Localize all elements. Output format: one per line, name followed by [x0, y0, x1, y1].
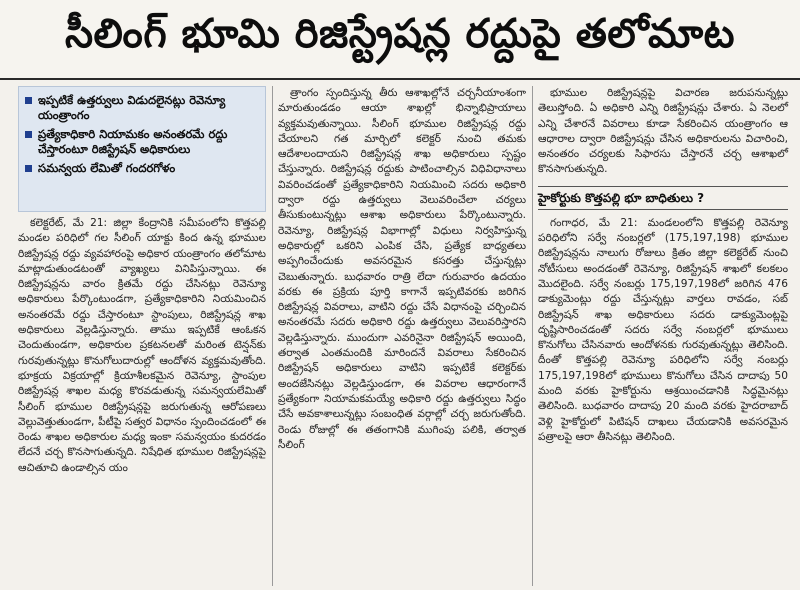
bullet-square-icon	[25, 165, 32, 172]
bullet-square-icon	[25, 131, 32, 138]
article-paragraph: భూముల రిజిస్ట్రేషన్లపై విచారణ జరుపనున్నట్లు తెలుస్తోంది. ఏ అధికారి ఎన్ని రిజిస్ట్రేషన్లు చేశారు. ఏ నెలలో ఎన్ని చేశారనే వివరాలు కూడా సేకరించిన యంత్రాంగం ఆ ఆధారాల ద్వారా రిజిస్ట్రేషన్లు చేసిన అధికారులను విచారించి, అనంతరం చర్యలకు సిఫారసు చేస్తారనే చర్చ ఆశాఖలో కొనసాగుతున్నది.	[538, 87, 788, 176]
highlight-text: ప్రత్యేకాధికారి నియామకం అనంతరమే రద్దు చేస్తారంటూ రిజిస్ట్రేషన్ అధికారులు	[38, 127, 228, 156]
bullet-square-icon	[25, 97, 32, 104]
article-column-1	[18, 216, 266, 586]
article-column-3	[538, 86, 788, 586]
sub-headline: హైకోర్టుకు కొత్తపల్లి భూ బాధితులు ?	[538, 186, 788, 210]
highlight-item	[25, 93, 259, 123]
article-paragraph: కలెక్టరేట్, మే 21: జిల్లా కేంద్రానికి సమీపంలోని కొత్తపల్లి మండల పరిధిలో గల సీలింగ్ యాక్టు కింద ఉన్న భూముల రిజిస్ట్రేషన్ల రద్దు వ్యవహారంపై అధికార యంత్రాంగం తలోమాట మాట్లాడుతుండటంతో వ్యాఖ్యలు వినిపిస్తున్నాయి. ఈ రిజిస్ట్రేషన్లను వారం క్రితమే రద్దు చేసినట్లు రెవెన్యూ అధికారులు పేర్కొంటుండగా, ప్రత్యేకాధికారిని నియమించిన అనంతరమే రద్దు చేస్తారంటూ స్టాంపులు, రిజిస్ట్రేషన్ల శాఖ అధికారులు వెల్లడిస్తున్నారు. తాము ఇప్పటికే ఆంఓకన చెందుతుండగా, అధికారుల ప్రకటనలతో మరింత టెన్షన్‌కు గురవుతున్నట్లు కొనుగోలుదారుల్లో ఆందోళన వ్యక్తమవుతోంది. భూక్రయ విక్రయాల్లో క్రియాశీలకమైన రెవెన్యూ, స్టాంపుల రిజిస్ట్రేషన్ల శాఖల మధ్య కొరవడుతున్న సమన్వయలేమితో సీలింగ్ భూముల రిజిస్ట్రేషన్లపై జరుగుతున్న ఆరోపణలు వెల్లువెత్తుతుండగా, పీటీపై సత్వర విధానం స్పందించడంలో ఈ రెండు శాఖల అధికారుల మధ్య ఇంకా సమన్వయం కుదరడం లేదనే చర్చ కొనసాగుతున్నది. నిషేధిత భూముల రిజిస్ట్రేషన్లపై ఆచితూచి ఉండాల్సిన యం	[18, 217, 266, 474]
column-divider	[532, 86, 533, 586]
highlight-item	[25, 161, 259, 176]
highlight-item	[25, 127, 259, 157]
highlight-text: సమన్వయ లేమితో గందరగోళం	[38, 161, 176, 175]
article-paragraph: గంగాధర, మే 21: మండలంలోని కొత్తపల్లి రెవెన్యూ పరిధిలోని సర్వే నంబర్లలో (175,197,198) భూముల రిజిస్ట్రేషన్లను నాలుగు రోజులు క్రితం జిల్లా కలెక్టరేట్ నుంచి నోటీసులు అందడంతో రెవెన్యూ, రిజిస్ట్రేషన్ శాఖలో కలకలం మొదలైంది. సర్వే నంబర్లు 175,197,198లో జరిగిన 476 డాక్యుమెంట్లు రద్దు చేస్తున్నట్లు వార్తలు రావడం, సబ్ రిజిస్ట్రేషన్ శాఖ అధికారులు సదరు డాక్యుమెంట్లపై దృష్టిసారించడంతో సదరు సర్వే నంబర్లలో భూములు కొనుగోలు చేసినవారు ఆందోళనకు గురవుతున్నట్లు తెలిసింది. దీంతో కొత్తపల్లి రెవెన్యూ పరిధిలోని సర్వే నంబర్లు 175,197,198లో భూములు కొనుగోలు చేసిన దాదాపు 50 మంది వరకు హైకోర్టును ఆశ్రయించడానికి సిద్ధమైనట్లు తెలిసింది. బుధవారం దాదాపు 20 మంది వరకు హైదరాబాద్ వెళ్లి హైకోర్టులో పిటిషన్ దాఖలు చేయడానికి అవసరమైన పత్రాలపై ఆరా తీసినట్లు తెలిసింది.	[538, 216, 788, 443]
headline: సీలింగ్ భూమి రిజిస్ట్రేషన్ల రద్దుపై తలోమాట	[0, 0, 800, 80]
column-divider	[272, 86, 273, 586]
highlight-text: ఇప్పటికే ఉత్తర్వులు విడుదలైనట్లు రెవెన్యూ యంత్రాంగం	[38, 93, 226, 122]
highlights-box	[18, 86, 266, 212]
article-paragraph: త్రాంగం స్పందిస్తున్న తీరు ఆశాఖల్లోనే చర్చనీయాంశంగా మారుతుండడం ఆయా శాఖల్లో భిన్నాభిప్రాయాలు వ్యక్తమవుతున్నాయి. సీలింగ్ భూముల రిజిస్ట్రేషన్ల రద్దు చేయాలని గత మార్చిలో కలెక్టర్ నుంచి తమకు ఆదేశాలందాయని రిజిస్ట్రేషన్ల శాఖ అధికారులు స్పష్టం చేస్తున్నారు. రిజిస్ట్రేషన్ల రద్దుకు పాటించాల్సిన విధివిధానాలు వివరించడంతో ప్రత్యేకాధికారిని నియమించి సదరు అధికారి ద్వారా రద్దు ఉత్తర్వులు వెలువరించేలా చర్యలు తీసుకుంటున్నట్లు ఆశాఖ అధికారులు పేర్కొంటున్నారు. రెవెన్యూ, రిజిస్ట్రేషన్ల విభాగాల్లో విధులు నిర్వహిస్తున్న అధికారుల్లో ఒకరిని ఎంపిక చేసి, ప్రత్యేక బాధ్యతలు అప్పగించేందుకు అవసరమైన కసరత్తు చేస్తున్నట్లు చెబుతున్నారు. బుధవారం రాత్రి లేదా గురువారం ఉదయం వరకు ఈ ప్రక్రియ పూర్తి కాగానే ఇప్పటివరకు జరిగిన రిజిస్ట్రేషన్ల వివరాలు, వాటిని రద్దు చేసే విధానంపై చర్చించిన అనంతరమే సదరు అధికారి రద్దు ఉత్తర్వులు వెలువరిస్తారని వెల్లడిస్తున్నారు. ముందుగా ఎవరినైనా రిజిస్ట్రేషన్ అయింది, తర్వాత ఎంతమందికి మారిందనే వివరాలు సేకరించిన రిజిస్ట్రేషన్ అధికారులు వాటిని ఇప్పటికే కలెక్టర్‌కు అందజేసినట్లు వెల్లడిస్తుండగా, ఈ వివరాల ఆధారంగానే ప్రత్యేకంగా నియామకమయ్యే అధికారి రద్దు ఉత్తర్వులు సిద్ధం చేసే అవకాశాలున్నట్లు సంబంధిత వర్గాల్లో చర్చ జరుగుతోంది. రెండు రోజుల్లో ఈ తతంగానికి ముగింపు పలికి, తర్వాత సీలింగ్	[278, 87, 526, 451]
article-column-2	[278, 86, 526, 586]
